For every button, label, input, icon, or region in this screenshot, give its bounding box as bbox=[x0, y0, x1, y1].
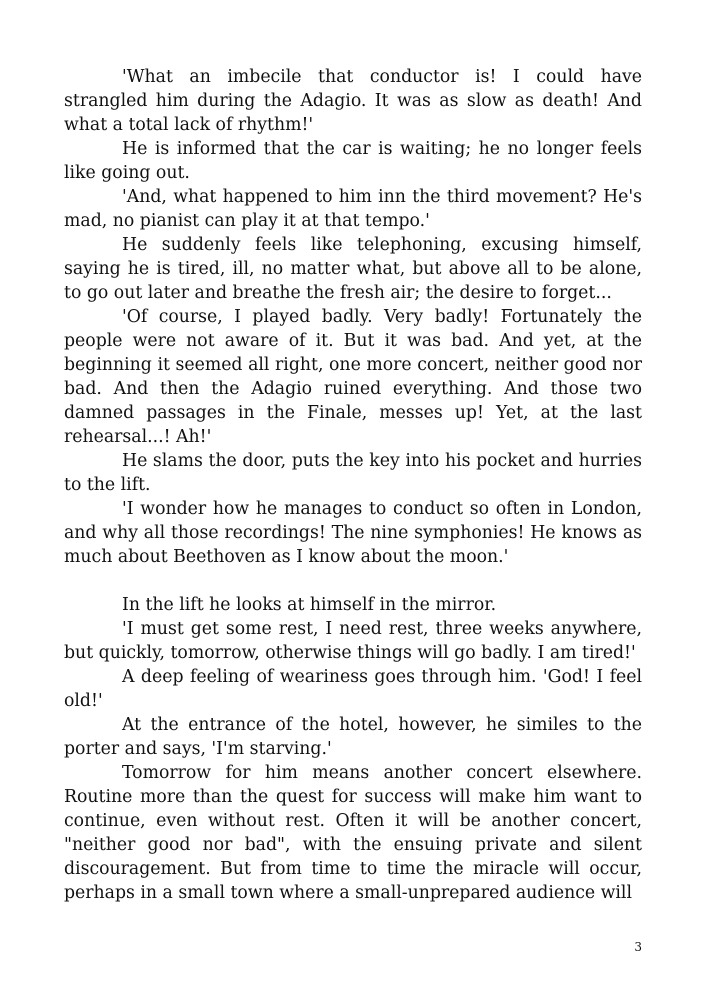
page-number: 3 bbox=[634, 940, 642, 954]
paragraph: He suddenly feels like telephoning, excusing himself, saying he is tired, ill, no matter what, but above all to be alone, to go out later and breathe the fresh air; the desire to forget... bbox=[64, 235, 642, 303]
paragraph: A deep feeling of weariness goes through him. 'God! I feel old!' bbox=[64, 667, 642, 711]
paragraph: He slams the door, puts the key into his pocket and hurries to the lift. bbox=[64, 451, 642, 495]
paragraph: He is informed that the car is waiting; he no longer feels like going out. bbox=[64, 139, 642, 183]
paragraph: 'Of course, I played badly. Very badly! Fortunately the people were not aware of it. But it was bad. And yet, at the beginning it seemed all right, one more concert, neither good nor bad. And then the Adagio ruined everything. And those two damned passages in the Finale, messes up! Yet, at the last rehearsal...! Ah!' bbox=[64, 307, 642, 447]
paragraph: 'I wonder how he manages to conduct so often in London, and why all those recordings! The nine symphonies! He knows as much about Beethoven as I know about the moon.' bbox=[64, 499, 642, 567]
page-body bbox=[64, 65, 642, 905]
paragraph: 'And, what happened to him inn the third movement? He's mad, no pianist can play it at that tempo.' bbox=[64, 187, 642, 231]
paragraph: Tomorrow for him means another concert elsewhere. Routine more than the quest for success will make him want to continue, even without rest. Often it will be another concert, "neither good nor bad", with the ensuing private and silent discouragement. But from time to time the miracle will occur, perhaps in a small town where a small-unprepared audience will bbox=[64, 763, 642, 903]
paragraph: In the lift he looks at himself in the mirror. bbox=[122, 595, 497, 615]
paragraph: 'What an imbecile that conductor is! I could have strangled him during the Adagio. It was as slow as death! And what a total lack of rhythm!' bbox=[64, 67, 642, 135]
paragraph: 'I must get some rest, I need rest, three weeks anywhere, but quickly, tomorrow, otherwise things will go badly. I am tired!' bbox=[64, 619, 642, 663]
paragraph: At the entrance of the hotel, however, he similes to the porter and says, 'I'm starving.' bbox=[64, 715, 642, 759]
